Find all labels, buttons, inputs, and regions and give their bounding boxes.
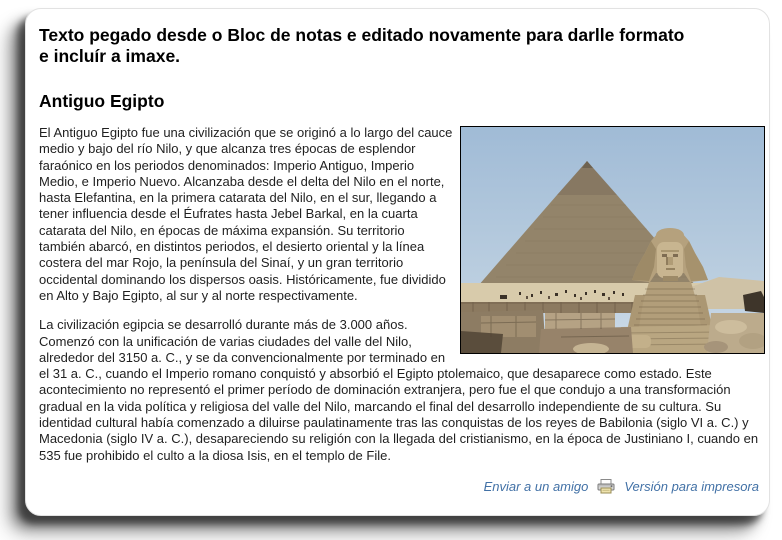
footer-actions bbox=[39, 477, 765, 494]
sphinx-pyramid-photo-art bbox=[461, 127, 764, 353]
paragraph-egypt-intro: El Antiguo Egipto fue una civilización que se originó a lo largo del cauce medio y bajo del río Nilo, y que alcanza tres épocas de esplendor faraónico en los periodos denominados: Imperio Antiguo, Imperio Medio, e Imperio Nuevo. Alcanzaba desde el delta del Nilo en el norte, hasta Elefantina, en la primera catarata del Nilo, en el sur, llegando a tener influencia desde el Éufrates hasta Jebel Barkal, en la cuarta catarata del Nilo, en épocas de máxima expansión. Su territorio también abarcó, en distintos periodos, el desierto oriental y la línea costera del mar Rojo, la península del Sinaí, y un gran territorio occidental dominando los dispersos oasis. Históricamente, fue dividido en Alto y Bajo Egipto, al sur y al norte respectivamente. bbox=[39, 125, 453, 303]
paragraph-egypt-history: La civilización egipcia se desarrolló durante más de 3.000 años. Comenzó con la unificación de varias ciudades del valle del Nilo, alrededor del 3150 a. C., y se da convencionalmente por terminado en el 31 a. C., cuando el Imperio romano conquistó y absorbió el Egipto ptolemaico, que desaparece como estado. Este acontecimiento no representó el primer período de dominación extranjera, pero fue el que condujo a una transformación gradual en la vida política y religiosa del valle del Nilo, marcando el final del desarrollo independiente de su cultura. Su identidad cultural había comenzado a diluirse paulatinamente tras las conquistas de los reyes de Babilonia (siglo VI a. C.) y Macedonia (siglo IV a. C.), desapareciendo su religión con la llegada del cristianismo, en la época de Justiniano I, cuando en 535 fue prohibido el culto a la diosa Isis, en el templo de File. bbox=[39, 317, 759, 463]
send-to-friend-link[interactable]: Enviar a un amigo bbox=[483, 478, 589, 494]
intro-heading-line2: e incluír a imaxe. bbox=[39, 46, 181, 66]
print-version-link[interactable]: Versión para impresora bbox=[624, 478, 759, 494]
sphinx-pyramid-photo bbox=[460, 126, 765, 354]
section-title: Antiguo Egipto bbox=[39, 91, 165, 111]
printer-icon[interactable] bbox=[597, 479, 615, 494]
content-card bbox=[25, 8, 770, 516]
intro-heading bbox=[39, 25, 765, 67]
intro-heading-line1: Texto pegado desde o Bloc de notas e editado novamente para darlle formato bbox=[39, 25, 685, 45]
